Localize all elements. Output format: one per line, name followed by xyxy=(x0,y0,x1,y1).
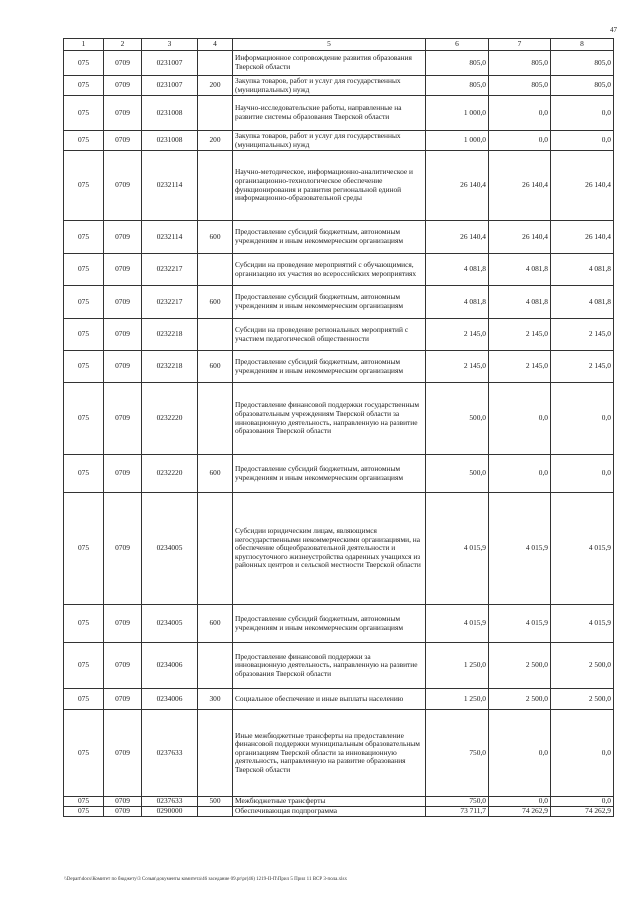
amount-year1-cell: 500,0 xyxy=(426,383,489,455)
expense-type-cell xyxy=(198,319,233,351)
amount-year1-cell: 750,0 xyxy=(426,710,489,797)
target-article-cell: 0237633 xyxy=(142,797,198,807)
amount-year2-cell: 0,0 xyxy=(489,383,551,455)
chapter-code-cell: 075 xyxy=(64,221,104,254)
amount-year2-cell: 0,0 xyxy=(489,96,551,131)
amount-year1-cell: 4 081,8 xyxy=(426,254,489,286)
amount-year2-cell: 2 500,0 xyxy=(489,689,551,710)
column-header: 5 xyxy=(233,39,426,51)
amount-year2-cell: 4 015,9 xyxy=(489,493,551,605)
section-code-cell: 0709 xyxy=(104,76,142,96)
target-article-cell: 0232217 xyxy=(142,286,198,319)
amount-year3-cell: 805,0 xyxy=(551,51,614,76)
expense-type-cell: 600 xyxy=(198,351,233,383)
chapter-code-cell: 075 xyxy=(64,254,104,286)
amount-year3-cell: 2 500,0 xyxy=(551,643,614,689)
amount-year3-cell: 4 015,9 xyxy=(551,493,614,605)
chapter-code-cell: 075 xyxy=(64,383,104,455)
amount-year3-cell: 4 015,9 xyxy=(551,605,614,643)
description-cell: Иные межбюджетные трансферты на предоставление финансовой поддержки муниципальным образовательным организациям Тверской области за инновационную деятельность, направленную на развитие образования Тверской области xyxy=(233,710,426,797)
target-article-cell: 0232114 xyxy=(142,151,198,221)
amount-year1-cell: 4 081,8 xyxy=(426,286,489,319)
section-code-cell: 0709 xyxy=(104,96,142,131)
section-code-cell: 0709 xyxy=(104,383,142,455)
section-code-cell: 0709 xyxy=(104,254,142,286)
column-header: 2 xyxy=(104,39,142,51)
expense-type-cell: 200 xyxy=(198,131,233,151)
amount-year2-cell: 4 015,9 xyxy=(489,605,551,643)
amount-year1-cell: 805,0 xyxy=(426,51,489,76)
amount-year3-cell: 0,0 xyxy=(551,455,614,493)
description-cell: Субсидии на проведение мероприятий с обучающимися, организацию их участия во всероссийских мероприятиях xyxy=(233,254,426,286)
description-cell: Предоставление субсидий бюджетным, автономным учреждениям и иным некоммерческим организациям xyxy=(233,605,426,643)
table-row xyxy=(64,96,614,131)
amount-year3-cell: 0,0 xyxy=(551,96,614,131)
amount-year1-cell: 26 140,4 xyxy=(426,221,489,254)
target-article-cell: 0234006 xyxy=(142,643,198,689)
budget-table xyxy=(63,38,614,817)
amount-year2-cell: 0,0 xyxy=(489,455,551,493)
amount-year1-cell: 26 140,4 xyxy=(426,151,489,221)
amount-year3-cell: 805,0 xyxy=(551,76,614,96)
expense-type-cell xyxy=(198,51,233,76)
table-row xyxy=(64,383,614,455)
section-code-cell: 0709 xyxy=(104,710,142,797)
table-row xyxy=(64,605,614,643)
amount-year1-cell: 4 015,9 xyxy=(426,493,489,605)
table-row xyxy=(64,319,614,351)
expense-type-cell xyxy=(198,806,233,816)
chapter-code-cell: 075 xyxy=(64,286,104,319)
table-row xyxy=(64,710,614,797)
section-code-cell: 0709 xyxy=(104,319,142,351)
column-header: 6 xyxy=(426,39,489,51)
section-code-cell: 0709 xyxy=(104,221,142,254)
description-cell: Предоставление субсидий бюджетным, автономным учреждениям и иным некоммерческим организациям xyxy=(233,351,426,383)
section-code-cell: 0709 xyxy=(104,493,142,605)
amount-year2-cell: 805,0 xyxy=(489,76,551,96)
amount-year3-cell: 74 262,9 xyxy=(551,806,614,816)
chapter-code-cell: 075 xyxy=(64,643,104,689)
amount-year3-cell: 2 500,0 xyxy=(551,689,614,710)
table-row xyxy=(64,286,614,319)
amount-year1-cell: 500,0 xyxy=(426,455,489,493)
amount-year2-cell: 4 081,8 xyxy=(489,286,551,319)
chapter-code-cell: 075 xyxy=(64,797,104,807)
chapter-code-cell: 075 xyxy=(64,151,104,221)
column-header: 8 xyxy=(551,39,614,51)
amount-year2-cell: 26 140,4 xyxy=(489,151,551,221)
amount-year2-cell: 74 262,9 xyxy=(489,806,551,816)
amount-year3-cell: 0,0 xyxy=(551,131,614,151)
chapter-code-cell: 075 xyxy=(64,689,104,710)
chapter-code-cell: 075 xyxy=(64,806,104,816)
section-code-cell: 0709 xyxy=(104,806,142,816)
description-cell: Информационное сопровождение развития образования Тверской области xyxy=(233,51,426,76)
expense-type-cell: 200 xyxy=(198,76,233,96)
description-cell: Предоставление субсидий бюджетным, автономным учреждениям и иным некоммерческим организациям xyxy=(233,221,426,254)
amount-year3-cell: 4 081,8 xyxy=(551,286,614,319)
description-cell: Субсидии на проведение региональных мероприятий с участием педагогической общественности xyxy=(233,319,426,351)
description-cell: Научно-исследовательские работы, направленные на развитие системы образования Тверской области xyxy=(233,96,426,131)
section-code-cell: 0709 xyxy=(104,351,142,383)
chapter-code-cell: 075 xyxy=(64,710,104,797)
target-article-cell: 0232220 xyxy=(142,383,198,455)
amount-year1-cell: 4 015,9 xyxy=(426,605,489,643)
column-header: 4 xyxy=(198,39,233,51)
table-row xyxy=(64,254,614,286)
description-cell: Предоставление финансовой поддержки за инновационную деятельность, направленную на развитие образования Тверской области xyxy=(233,643,426,689)
expense-type-cell: 600 xyxy=(198,455,233,493)
expense-type-cell xyxy=(198,151,233,221)
column-header: 3 xyxy=(142,39,198,51)
amount-year3-cell: 0,0 xyxy=(551,383,614,455)
amount-year3-cell: 2 145,0 xyxy=(551,319,614,351)
target-article-cell: 0231008 xyxy=(142,131,198,151)
chapter-code-cell: 075 xyxy=(64,76,104,96)
description-cell: Научно-методическое, информационно-аналитическое и организационно-технологическое обеспечение функционирования и развития региональной единой информационно-образовательной среды xyxy=(233,151,426,221)
target-article-cell: 0290000 xyxy=(142,806,198,816)
description-cell: Межбюджетные трансферты xyxy=(233,797,426,807)
target-article-cell: 0232218 xyxy=(142,319,198,351)
target-article-cell: 0234005 xyxy=(142,493,198,605)
expense-type-cell: 500 xyxy=(198,797,233,807)
chapter-code-cell: 075 xyxy=(64,493,104,605)
column-header: 7 xyxy=(489,39,551,51)
amount-year2-cell: 2 500,0 xyxy=(489,643,551,689)
file-path-footer: \\Depart\docs\Комитет по бюджету\3 Созыв\документы комитета\46 заседание 09.pr\pr(46) 1219-II-П\Прил 5 Прил 11 ВСР 3-пола.xlsx xyxy=(64,877,347,882)
target-article-cell: 0231008 xyxy=(142,96,198,131)
section-code-cell: 0709 xyxy=(104,455,142,493)
expense-type-cell xyxy=(198,383,233,455)
table-row xyxy=(64,76,614,96)
amount-year3-cell: 0,0 xyxy=(551,710,614,797)
column-header: 1 xyxy=(64,39,104,51)
amount-year3-cell: 4 081,8 xyxy=(551,254,614,286)
target-article-cell: 0231007 xyxy=(142,51,198,76)
target-article-cell: 0234006 xyxy=(142,689,198,710)
table-row xyxy=(64,221,614,254)
chapter-code-cell: 075 xyxy=(64,455,104,493)
chapter-code-cell: 075 xyxy=(64,605,104,643)
description-cell: Предоставление субсидий бюджетным, автономным учреждениям и иным некоммерческим организациям xyxy=(233,286,426,319)
table-row xyxy=(64,643,614,689)
section-code-cell: 0709 xyxy=(104,643,142,689)
target-article-cell: 0234005 xyxy=(142,605,198,643)
target-article-cell: 0232217 xyxy=(142,254,198,286)
table-row xyxy=(64,493,614,605)
amount-year1-cell: 1 250,0 xyxy=(426,689,489,710)
section-code-cell: 0709 xyxy=(104,689,142,710)
target-article-cell: 0232114 xyxy=(142,221,198,254)
column-number-row xyxy=(64,39,614,51)
amount-year1-cell: 1 000,0 xyxy=(426,96,489,131)
description-cell: Обеспечивающая подпрограмма xyxy=(233,806,426,816)
amount-year2-cell: 2 145,0 xyxy=(489,351,551,383)
description-cell: Предоставление субсидий бюджетным, автономным учреждениям и иным некоммерческим организациям xyxy=(233,455,426,493)
table-row xyxy=(64,131,614,151)
amount-year1-cell: 805,0 xyxy=(426,76,489,96)
expense-type-cell xyxy=(198,710,233,797)
section-code-cell: 0709 xyxy=(104,131,142,151)
expense-type-cell: 300 xyxy=(198,689,233,710)
section-code-cell: 0709 xyxy=(104,605,142,643)
table-row xyxy=(64,351,614,383)
amount-year2-cell: 26 140,4 xyxy=(489,221,551,254)
expense-type-cell: 600 xyxy=(198,605,233,643)
amount-year1-cell: 2 145,0 xyxy=(426,351,489,383)
expense-type-cell: 600 xyxy=(198,221,233,254)
amount-year1-cell: 750,0 xyxy=(426,797,489,807)
amount-year2-cell: 805,0 xyxy=(489,51,551,76)
expense-type-cell xyxy=(198,643,233,689)
page-number: 47 xyxy=(610,26,617,34)
expense-type-cell xyxy=(198,493,233,605)
description-cell: Закупка товаров, работ и услуг для государственных (муниципальных) нужд xyxy=(233,131,426,151)
table-row xyxy=(64,151,614,221)
amount-year3-cell: 0,0 xyxy=(551,797,614,807)
amount-year2-cell: 2 145,0 xyxy=(489,319,551,351)
chapter-code-cell: 075 xyxy=(64,131,104,151)
section-code-cell: 0709 xyxy=(104,151,142,221)
amount-year2-cell: 0,0 xyxy=(489,797,551,807)
section-code-cell: 0709 xyxy=(104,51,142,76)
expense-type-cell xyxy=(198,254,233,286)
target-article-cell: 0232218 xyxy=(142,351,198,383)
table-row xyxy=(64,806,614,816)
description-cell: Социальное обеспечение и иные выплаты населению xyxy=(233,689,426,710)
chapter-code-cell: 075 xyxy=(64,96,104,131)
amount-year2-cell: 0,0 xyxy=(489,131,551,151)
chapter-code-cell: 075 xyxy=(64,319,104,351)
table-row xyxy=(64,689,614,710)
description-cell: Закупка товаров, работ и услуг для государственных (муниципальных) нужд xyxy=(233,76,426,96)
amount-year3-cell: 2 145,0 xyxy=(551,351,614,383)
target-article-cell: 0232220 xyxy=(142,455,198,493)
description-cell: Предоставление финансовой поддержки государственным образовательным учреждениям Тверской области за инновационную деятельность, направленную на развитие образования Тверской области xyxy=(233,383,426,455)
amount-year1-cell: 1 000,0 xyxy=(426,131,489,151)
section-code-cell: 0709 xyxy=(104,286,142,319)
amount-year3-cell: 26 140,4 xyxy=(551,151,614,221)
target-article-cell: 0237633 xyxy=(142,710,198,797)
chapter-code-cell: 075 xyxy=(64,51,104,76)
table-row xyxy=(64,51,614,76)
amount-year1-cell: 1 250,0 xyxy=(426,643,489,689)
section-code-cell: 0709 xyxy=(104,797,142,807)
description-cell: Субсидии юридическим лицам, являющимся негосударственными некоммерческими организациями, на обеспечение общеобразовательной деятельности и круглосуточного жизнеустройства одаренных учащихся из районных центров и сельской местности Тверской области xyxy=(233,493,426,605)
amount-year1-cell: 2 145,0 xyxy=(426,319,489,351)
table-row xyxy=(64,797,614,807)
table-row xyxy=(64,455,614,493)
expense-type-cell: 600 xyxy=(198,286,233,319)
amount-year1-cell: 73 711,7 xyxy=(426,806,489,816)
amount-year3-cell: 26 140,4 xyxy=(551,221,614,254)
chapter-code-cell: 075 xyxy=(64,351,104,383)
amount-year2-cell: 4 081,8 xyxy=(489,254,551,286)
target-article-cell: 0231007 xyxy=(142,76,198,96)
amount-year2-cell: 0,0 xyxy=(489,710,551,797)
expense-type-cell xyxy=(198,96,233,131)
